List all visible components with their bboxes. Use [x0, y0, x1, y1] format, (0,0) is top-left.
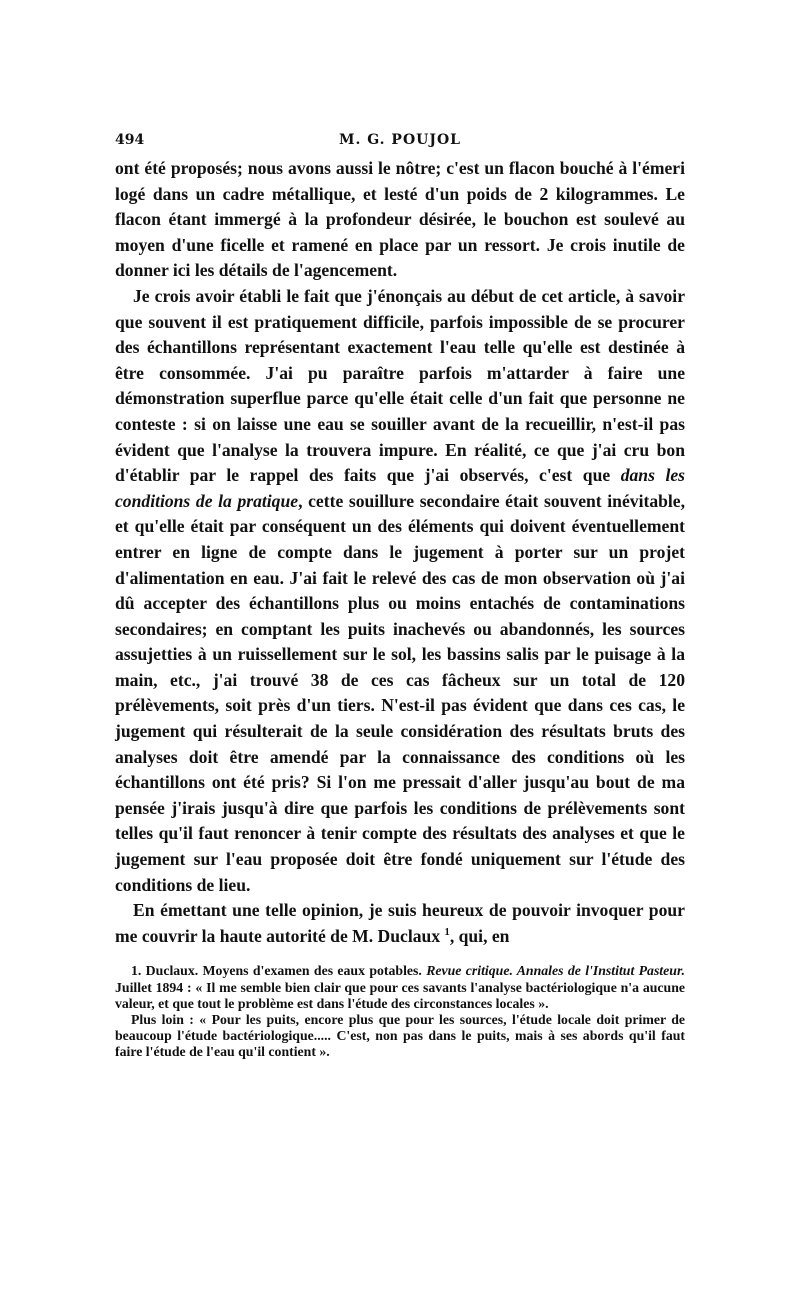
paragraph-2-emphasis: dans les conditions de la pratique: [115, 465, 686, 511]
paragraph-3-text-b: , qui, en: [449, 925, 510, 946]
footnote-1-citation: Revue critique. Annales de l'Institut Pasteur.: [426, 963, 685, 979]
paragraph-1: ont été proposés; nous avons aussi le nôtre; c'est un flacon bouché à l'émeri logé dans un cadre métallique, et lesté d'un poids de 2 kilogrammes. Le flacon étant immergé à la profondeur désirée, le bouchon est soulevé au moyen d'une ficelle et ramené en place par un ressort. Je crois inutile de donner ici les détails de l'agencement.: [115, 158, 685, 281]
body-text: [115, 156, 685, 949]
page-number: 494: [115, 132, 145, 148]
paragraph-2-text-a: Je crois avoir établi le fait que j'énonçais au début de cet article, à savoir que souvent il est pratiquement difficile, parfois impossible de se procurer des échantillons représentant exactement l'eau telle qu'elle est destinée à être consommée. J'ai pu paraître parfois m'attarder à faire une démonstration superflue parce qu'elle était celle d'un fait que personne ne conteste : si on laisse une eau se souiller avant de la recueillir, n'est-il pas évident que l'analyse la trouvera impure. En réalité, ce que j'ai cru bon d'établir par le rappel des faits que j'ai observés, c'est que: [115, 285, 685, 486]
footnote-marker: 1: [444, 926, 450, 938]
footnote-2: Plus loin : « Pour les puits, encore plus que pour les sources, l'étude locale doit primer de beaucoup l'étude bactériologique..... C'est, non pas dans le puits, mais à ses abords qu'il faut faire l'étude de l'eau qu'il contient ».: [115, 1012, 685, 1060]
book-page: [115, 132, 685, 1061]
footnote-1: [115, 963, 685, 1012]
footnote-1-text-a: 1. Duclaux. Moyens d'examen des eaux potables.: [131, 963, 427, 979]
running-head: M. G. POUJOL: [338, 132, 462, 148]
paragraph-2: [115, 284, 685, 898]
page-header: [115, 132, 685, 156]
paragraph-3: [115, 898, 685, 949]
paragraph-2-text-b: , cette souillure secondaire était souvent inévitable, et qu'elle était par conséquent un des éléments qui doivent éventuellement entrer en ligne de compte dans le jugement à porter sur un projet d'alimentation en eau. J'ai fait le relevé des cas de mon observation où j'ai dû accepter des échantillons plus ou moins entachés de contaminations secondaires; en comptant les puits inachevés ou abandonnés, les sources assujetties à un ruissellement sur le sol, les bassins salis par le puisage à la main, etc., j'ai trouvé 38 de ces cas fâcheux sur un total de 120 prélèvements, soit près d'un tiers. N'est-il pas évident que dans ces cas, le jugement qui résulterait de la seule considération des résultats bruts des analyses doit être amendé par la connaissance des conditions où les échantillons ont été pris? Si l'on me pressait d'aller jusqu'au bout de ma pensée j'irais jusqu'à dire que parfois les conditions de prélèvements sont telles qu'il faut renoncer à tenir compte des résultats des analyses et que le jugement sur l'eau proposée doit être fondé uniquement sur l'étude des conditions de lieu.: [115, 490, 685, 895]
footnotes: [115, 963, 685, 1060]
footnote-1-text-b: Juillet 1894 : « Il me semble bien clair que pour ces savants l'analyse bactériologique n'a aucune valeur, et que tout le problème est dans l'étude des circonstances locales ».: [115, 979, 685, 1011]
paragraph-3-text-a: En émettant une telle opinion, je suis heureux de pouvoir invoquer pour me couvrir la haute autorité de M. Duclaux: [115, 900, 685, 946]
